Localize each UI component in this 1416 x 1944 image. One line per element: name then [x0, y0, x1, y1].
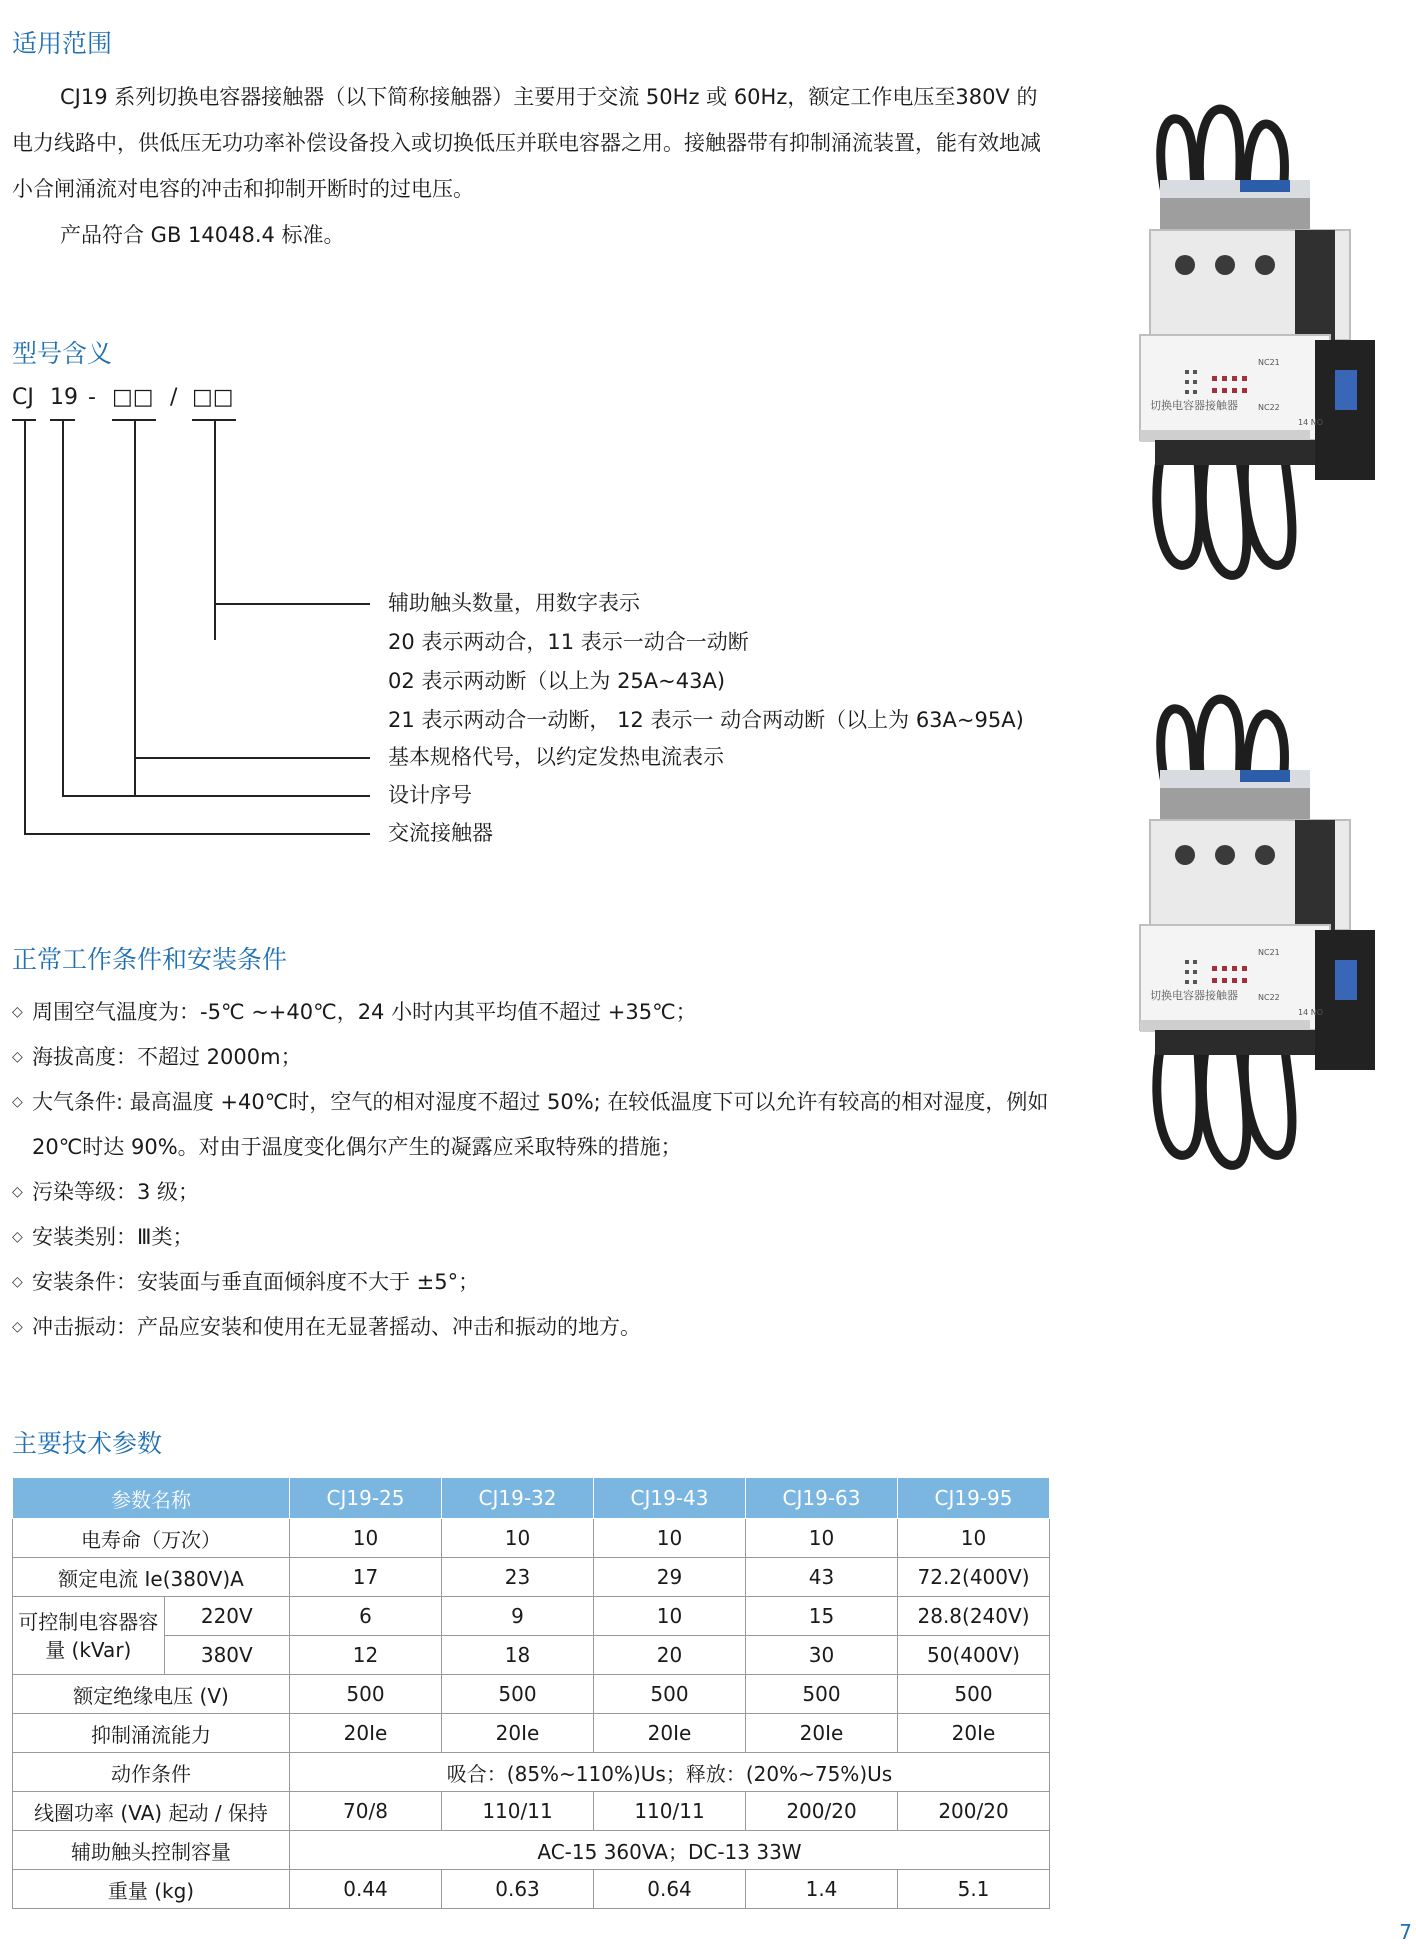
table-cell: 0.64 [594, 1870, 746, 1909]
code-dash: - [88, 385, 96, 410]
table-cell: 200/20 [746, 1792, 898, 1831]
table-cell: 500 [442, 1675, 594, 1714]
table-cell: 23 [442, 1558, 594, 1597]
table-row [13, 1597, 1050, 1636]
condition-text: 海拔高度：不超过 2000m； [32, 1045, 302, 1069]
table-row [13, 1636, 1050, 1675]
condition-text: 污染等级：3 级； [32, 1180, 200, 1204]
table-cell: 9 [442, 1597, 594, 1636]
table-cell: 15 [746, 1597, 898, 1636]
label-aux-02: 02 表示两动断（以上为 25A~43A) [388, 669, 726, 693]
list-item [12, 1215, 1052, 1260]
diamond-bullet-icon: ◇ [12, 1274, 23, 1290]
table-cell: 200/20 [898, 1792, 1050, 1831]
leader-design-v [62, 420, 64, 795]
table-cell: 5.1 [898, 1870, 1050, 1909]
condition-text: 安装类别：Ⅲ类； [32, 1225, 194, 1249]
table-cell: 12 [290, 1636, 442, 1675]
product-image-contactor [1130, 690, 1386, 1180]
page-number: 7 [1399, 1920, 1412, 1944]
table-row [13, 1558, 1050, 1597]
table-row [13, 1675, 1050, 1714]
list-item [12, 1305, 1052, 1350]
diamond-bullet-icon: ◇ [12, 1049, 23, 1065]
header-model: CJ19-25 [290, 1478, 442, 1519]
table-cell: 20Ie [442, 1714, 594, 1753]
scope-text [12, 74, 1042, 258]
table-cell: 70/8 [290, 1792, 442, 1831]
list-item [12, 1035, 1052, 1080]
table-cell: 20Ie [290, 1714, 442, 1753]
condition-text: 安装条件：安装面与垂直面倾斜度不大于 ±5°； [32, 1270, 480, 1294]
table-cell: 20Ie [594, 1714, 746, 1753]
table-cell-merged: 吸合：(85%~110%)Us；释放：(20%~75%)Us [290, 1753, 1050, 1792]
row-label: 额定电流 Ie(380V)A [13, 1558, 290, 1597]
diamond-bullet-icon: ◇ [12, 1319, 23, 1335]
table-cell-merged: AC-15 360VA；DC-13 33W [290, 1831, 1050, 1870]
code-design: 19 [50, 385, 78, 410]
label-rating: 基本规格代号，以约定发热电流表示 [388, 745, 724, 769]
table-cell: 6 [290, 1597, 442, 1636]
row-label: 动作条件 [13, 1753, 290, 1792]
table-row [13, 1753, 1050, 1792]
table-cell: 43 [746, 1558, 898, 1597]
condition-text: 冲击振动：产品应安装和使用在无显著摇动、冲击和振动的地方。 [32, 1315, 641, 1339]
table-cell: 110/11 [442, 1792, 594, 1831]
table-row [13, 1831, 1050, 1870]
table-cell: 20 [594, 1636, 746, 1675]
diamond-bullet-icon: ◇ [12, 1184, 23, 1200]
condition-text: 大气条件: 最高温度 +40℃时，空气的相对湿度不超过 50%; 在较低温度下可以允许有较高的相对湿度，例如 20℃时达 90%。对由于温度变化偶尔产生的凝露应采取特殊的措施； [32, 1090, 1049, 1159]
row-label: 线圈功率 (VA) 起动 / 保持 [13, 1792, 290, 1831]
row-label: 额定绝缘电压 (V) [13, 1675, 290, 1714]
leader-series-v [24, 420, 26, 834]
row-sublabel: 220V [164, 1597, 289, 1636]
leader-rating-h [134, 757, 370, 759]
leader-aux-h [214, 603, 370, 605]
row-label: 重量 (kg) [13, 1870, 290, 1909]
section-title-conditions: 正常工作条件和安装条件 [12, 945, 288, 974]
diamond-bullet-icon: ◇ [12, 1004, 23, 1020]
code-slash: / [170, 385, 178, 410]
header-model: CJ19-32 [442, 1478, 594, 1519]
table-cell: 10 [442, 1519, 594, 1558]
svg-text:14 NO: 14 NO [1298, 1008, 1324, 1017]
list-item [12, 1260, 1052, 1305]
table-row [13, 1519, 1050, 1558]
table-cell: 10 [594, 1519, 746, 1558]
product-image-contactor [1130, 100, 1386, 590]
table-cell: 72.2(400V) [898, 1558, 1050, 1597]
code-aux: □□ [192, 385, 234, 410]
table-cell: 17 [290, 1558, 442, 1597]
table-cell: 29 [594, 1558, 746, 1597]
table-cell: 1.4 [746, 1870, 898, 1909]
section-title-scope: 适用范围 [12, 29, 113, 58]
table-cell: 10 [594, 1597, 746, 1636]
svg-text:NC21: NC21 [1258, 358, 1280, 367]
svg-text:NC21: NC21 [1258, 948, 1280, 957]
leader-aux-v [214, 420, 216, 640]
row-label: 电寿命（万次） [13, 1519, 290, 1558]
row-label: 辅助触头控制容量 [13, 1831, 290, 1870]
header-param: 参数名称 [13, 1478, 290, 1519]
table-header-row [13, 1478, 1050, 1519]
svg-text:NC22: NC22 [1258, 403, 1280, 412]
table-row [13, 1792, 1050, 1831]
label-series: 交流接触器 [388, 821, 493, 845]
standard-paragraph: 产品符合 GB 14048.4 标准。 [60, 223, 345, 247]
code-series: CJ [12, 385, 34, 410]
list-item [12, 1080, 1052, 1170]
leader-rating-v [134, 420, 136, 795]
list-item [12, 990, 1052, 1035]
product-front-label: 切换电容器接触器 [1150, 399, 1238, 412]
table-cell: 500 [898, 1675, 1050, 1714]
conditions-list [12, 990, 1052, 1350]
table-cell: 0.44 [290, 1870, 442, 1909]
list-item [12, 1170, 1052, 1215]
svg-text:14 NO: 14 NO [1298, 418, 1324, 427]
label-aux-count: 辅助触头数量，用数字表示 [388, 591, 640, 615]
table-cell: 20Ie [898, 1714, 1050, 1753]
row-sublabel: 380V [164, 1636, 289, 1675]
code-rating: □□ [112, 385, 154, 410]
condition-text: 周围空气温度为：-5℃ ~+40℃，24 小时内其平均值不超过 +35℃； [32, 1000, 697, 1024]
table-cell: 110/11 [594, 1792, 746, 1831]
table-row [13, 1714, 1050, 1753]
table-cell: 20Ie [746, 1714, 898, 1753]
table-cell: 500 [594, 1675, 746, 1714]
table-cell: 500 [290, 1675, 442, 1714]
table-cell: 30 [746, 1636, 898, 1675]
header-model: CJ19-95 [898, 1478, 1050, 1519]
table-cell: 500 [746, 1675, 898, 1714]
scope-paragraph: CJ19 系列切换电容器接触器（以下简称接触器）主要用于交流 50Hz 或 60Hz，额定工作电压至380V 的电力线路中，供低压无功功率补偿设备投入或切换低压并联电容器之用。接触器带有抑制涌流装置，能有效地减小合闸涌流对电容的冲击和抑制开断时的过电压。 [12, 85, 1041, 201]
leader-design-h [62, 795, 370, 797]
row-label: 可控制电容器容量 (kVar) [13, 1597, 165, 1675]
table-cell: 18 [442, 1636, 594, 1675]
table-cell: 10 [746, 1519, 898, 1558]
header-model: CJ19-63 [746, 1478, 898, 1519]
section-title-specs: 主要技术参数 [12, 1429, 163, 1458]
table-cell: 28.8(240V) [898, 1597, 1050, 1636]
table-cell: 0.63 [442, 1870, 594, 1909]
section-title-model: 型号含义 [12, 339, 113, 368]
header-model: CJ19-43 [594, 1478, 746, 1519]
diamond-bullet-icon: ◇ [12, 1229, 23, 1245]
table-cell: 10 [290, 1519, 442, 1558]
table-cell: 50(400V) [898, 1636, 1050, 1675]
product-front-label: 切换电容器接触器 [1150, 989, 1238, 1002]
table-row [13, 1870, 1050, 1909]
label-design: 设计序号 [388, 783, 472, 807]
model-diagram [0, 385, 1060, 855]
label-aux-20-11: 20 表示两动合，11 表示一动合一动断 [388, 630, 749, 654]
leader-series-h [24, 833, 370, 835]
table-cell: 10 [898, 1519, 1050, 1558]
spec-table [12, 1477, 1050, 1909]
label-aux-21-12: 21 表示两动合一动断， 12 表示一 动合两动断（以上为 63A~95A) [388, 708, 1024, 732]
row-label: 抑制涌流能力 [13, 1714, 290, 1753]
svg-text:NC22: NC22 [1258, 993, 1280, 1002]
diamond-bullet-icon: ◇ [12, 1094, 23, 1110]
